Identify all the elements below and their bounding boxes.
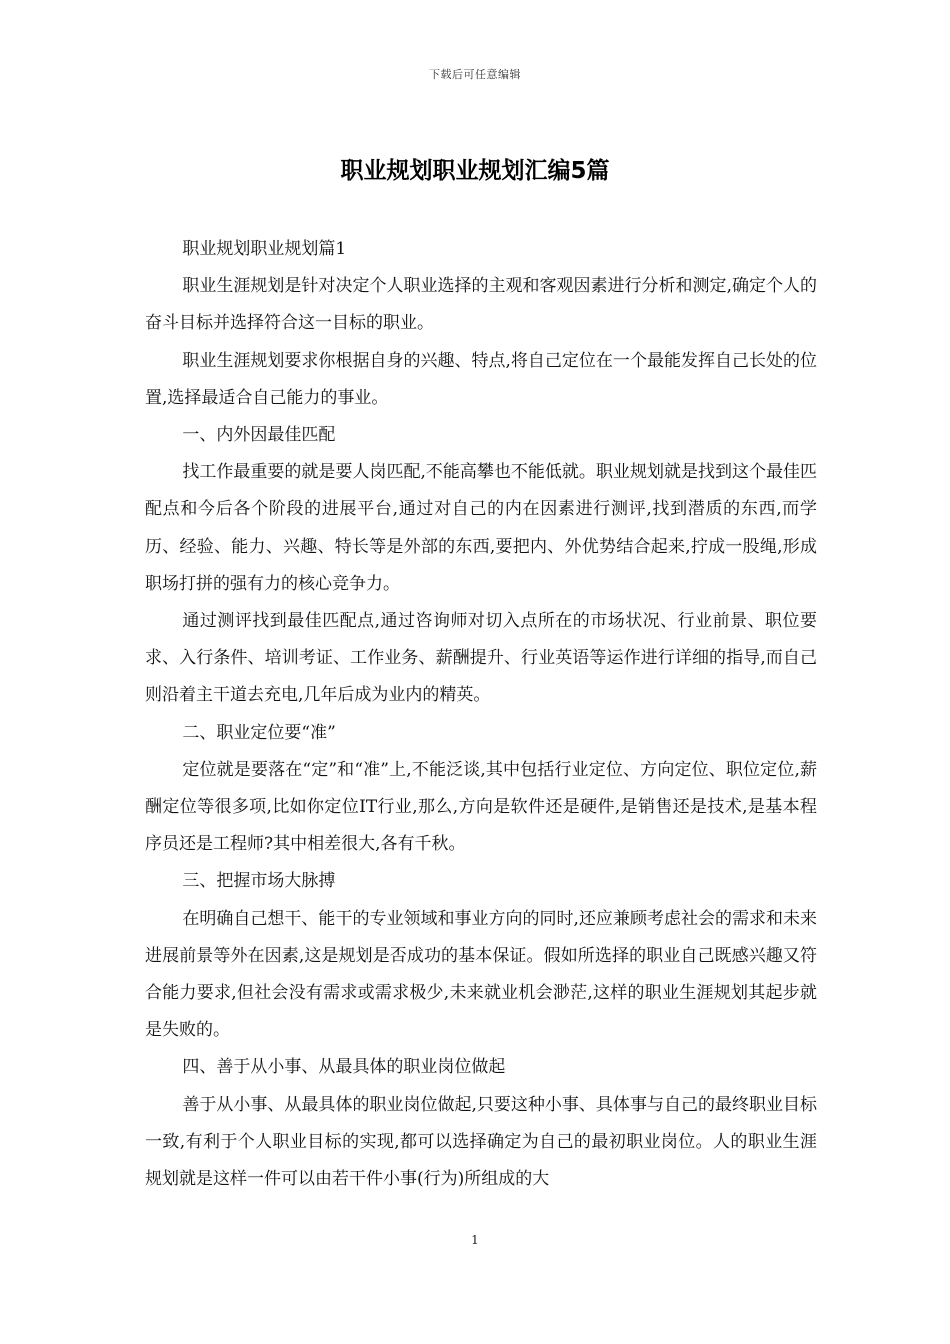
paragraph: 通过测评找到最佳匹配点,通过咨询师对切入点所在的市场状况、行业前景、职位要求、入行条件、培训考证、工作业务、薪酬提升、行业英语等运作进行详细的指导,而自己则沿着主干道去充电,几年后成为业内的精英。 xyxy=(145,611,817,706)
paragraph: 职业生涯规划要求你根据自身的兴趣、特点,将自己定位在一个最能发挥自己长处的位置,选择最适合自己能力的事业。 xyxy=(145,350,817,408)
paragraph: 善于从小事、从最具体的职业岗位做起,只要这种小事、具体事与自己的最终职业目标一致,有利于个人职业目标的实现,都可以选择确定为自己的最初职业岗位。人的职业生涯规划就是这样一件可以由若干件小事(行为)所组成的大 xyxy=(145,1094,817,1190)
page-header: 下载后可任意编辑 xyxy=(429,68,521,81)
page-number: 1 xyxy=(471,1233,479,1247)
section-heading: 四、善于从小事、从最具体的职业岗位做起 xyxy=(182,1057,506,1078)
document-title: 职业规划职业规划汇编5篇 xyxy=(340,158,610,184)
paragraph: 找工作最重要的就是要人岗匹配,不能高攀也不能低就。职业规划就是找到这个最佳匹配点和今后各个阶段的进展平台,通过对自己的内在因素进行测评,找到潜质的东西,而学历、经验、能力、兴趣、特长等是外部的东西,要把内、外优势结合起来,拧成一股绳,形成职场打拼的强有力的核心竞争力。 xyxy=(145,462,817,594)
paragraph: 定位就是要落在“定”和“准”上,不能泛谈,其中包括行业定位、方向定位、职位定位,薪酬定位等很多项,比如你定位IT行业,那么,方向是软件还是硬件,是销售还是技术,是基本程序员还是工程师?其中相差很大,各有千秋。 xyxy=(145,759,817,855)
section-heading: 一、内外因最佳匹配 xyxy=(182,425,336,446)
paragraph: 职业生涯规划是针对决定个人职业选择的主观和客观因素进行分析和测定,确定个人的奋斗目标并选择符合这一目标的职业。 xyxy=(145,276,817,334)
section-heading: 职业规划职业规划篇1 xyxy=(182,239,347,259)
paragraph: 在明确自己想干、能干的专业领域和事业方向的同时,还应兼顾考虑社会的需求和未来进展前景等外在因素,这是规划是否成功的基本保证。假如所选择的职业自己既感兴趣又符合能力要求,但社会没有需求或需求极少,未来就业机会渺茫,这样的职业生涯规划其起步就是失败的。 xyxy=(145,908,817,1041)
section-heading: 二、职业定位要“准” xyxy=(182,722,336,743)
section-heading: 三、把握市场大脉搏 xyxy=(182,871,336,892)
document-body xyxy=(145,231,817,1198)
